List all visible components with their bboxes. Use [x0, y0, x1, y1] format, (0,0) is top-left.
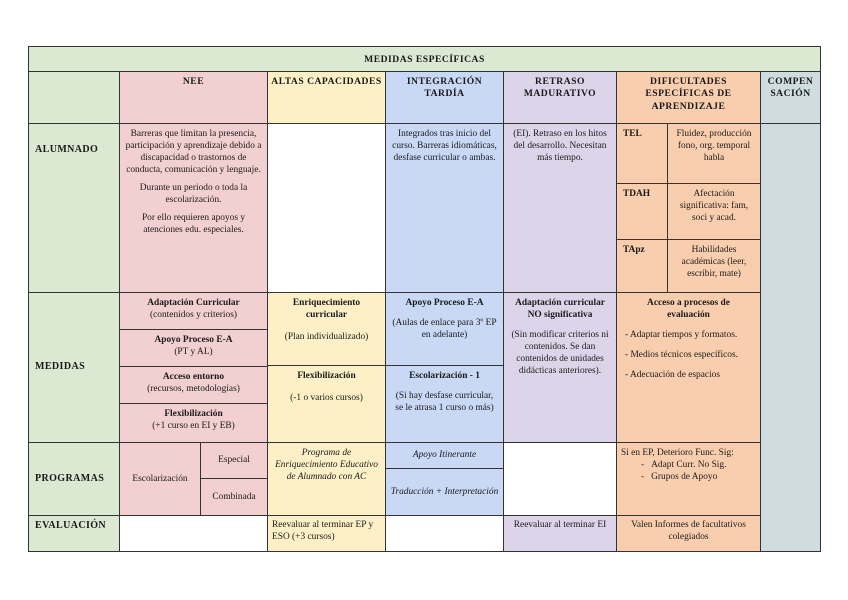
programa-especial: Especial — [200, 442, 268, 479]
medida-altas-2 — [267, 365, 386, 443]
row-header-evaluacion: EVALUACIÓN — [28, 515, 120, 552]
medida-altas-1 — [267, 292, 386, 366]
alumnado-nee-text-2: Durante un periodo o toda la escolarización. — [139, 183, 248, 206]
programa-dea-item-1-text: Adapt Curr. No Sig. — [651, 460, 727, 471]
programa-dea — [616, 442, 761, 516]
medida-integracion-2-sub: (Si hay desfase curricular, se le atrasa 1 curso o más) — [395, 391, 494, 414]
alumnado-integracion: Integrados tras inicio del curso. Barreras idiomáticas, desfase curricular o ambas. — [385, 123, 504, 293]
evaluacion-integracion — [385, 515, 504, 552]
alumnado-nee-text-3: Por ello requieren apoyos y atenciones edu. especiales. — [141, 213, 246, 236]
medida-retraso-sub: (Sin modificar criterios ni contenidos. Se dan contenidos de unidades didácticas anteriores). — [511, 330, 609, 377]
programa-escolarizacion: Escolarización — [119, 442, 201, 516]
medida-altas-2-title: Flexibilización — [297, 371, 356, 381]
row-header-medidas: MEDIDAS — [28, 292, 120, 443]
programa-retraso — [503, 442, 617, 516]
column-header-altas-capacidades: ALTAS CAPACIDADES — [267, 71, 386, 124]
alumnado-retraso: (EI). Retraso en los hitos del desarrollo. Necesitan más tiempo. — [503, 123, 617, 293]
medida-retraso-title: Adaptación curricular NO significativa — [515, 298, 605, 321]
medida-dea-item-3: - Adecuación de espacios — [625, 370, 721, 381]
dea-text-tdah: Afectación significativa: fam, soci y acad. — [667, 183, 761, 240]
alumnado-nee-text-1: Barreras que limitan la presencia, participación y aprendizaje debido a discapacidad o trastornos de conducta, comunicación y lenguaje. — [125, 129, 262, 176]
medida-altas-2-sub: (-1 o varios cursos) — [290, 393, 363, 404]
medida-altas-1-sub: (Plan individualizado) — [284, 332, 369, 343]
column-header-integracion-tardia: INTEGRACIÓN TARDÍA — [385, 71, 504, 124]
programa-dea-item-2: - Grupos de Apoyo — [641, 472, 718, 483]
programa-integracion-1: Apoyo Itinerante — [385, 442, 504, 469]
programa-dea-intro: Si en EP, Deterioro Func. Sig: — [621, 448, 734, 458]
dea-key-tel: TEL — [616, 123, 668, 184]
medida-dea-item-1: - Adaptar tiempos y formatos. — [625, 330, 738, 341]
evaluacion-retraso: Reevaluar al terminar EI — [503, 515, 617, 552]
medida-nee-3-sub: (recursos, metodologías) — [147, 384, 240, 395]
medida-nee-3 — [119, 366, 268, 404]
medida-nee-1 — [119, 292, 268, 330]
medida-altas-1-title: Enriquecimiento curricular — [292, 298, 361, 321]
row-header-alumnado: ALUMNADO — [28, 123, 120, 293]
programa-dea-item-1: - Adapt Curr. No Sig. — [641, 460, 727, 471]
compensacion-column — [760, 123, 821, 552]
medida-dea-item-2: - Medios técnicos específicos. — [625, 350, 738, 361]
medida-nee-2 — [119, 329, 268, 367]
column-header-compensacion: COMPEN SACIÓN — [760, 71, 821, 124]
medida-nee-2-title: Apoyo Proceso E-A — [154, 335, 233, 345]
medida-integracion-1 — [385, 292, 504, 366]
programa-combinada: Combinada — [200, 478, 268, 516]
evaluacion-nee — [119, 515, 268, 552]
medida-nee-4-title: Flexibilización — [164, 409, 223, 419]
measures-table — [28, 46, 821, 552]
dea-key-tapz: TApz — [616, 239, 668, 293]
alumnado-altas — [267, 123, 386, 293]
row-header-programas: PROGRAMAS — [28, 442, 120, 516]
medida-nee-4-sub: (+1 curso en EI y EB) — [152, 421, 235, 432]
table-title: MEDIDAS ESPECÍFICAS — [28, 46, 821, 72]
column-header-nee: NEE — [119, 71, 268, 124]
dea-key-tdah: TDAH — [616, 183, 668, 240]
medida-dea — [616, 292, 761, 443]
column-header-retraso-madurativo: RETRASO MADURATIVO — [503, 71, 617, 124]
medida-nee-1-sub: (contenidos y criterios) — [150, 310, 237, 321]
medida-integracion-1-sub: (Aulas de enlace para 3º EP en adelante) — [392, 318, 497, 341]
medida-nee-4 — [119, 403, 268, 443]
medida-nee-2-sub: (PT y AL) — [174, 347, 213, 358]
medida-nee-3-title: Acceso entorno — [162, 372, 225, 382]
medida-integracion-1-title: Apoyo Proceso E-A — [405, 298, 484, 308]
evaluacion-altas: Reevaluar al terminar EP y ESO (+3 cursos) — [267, 515, 386, 552]
programa-integracion-2: Traducción + Interpretación — [385, 468, 504, 516]
column-header-dificultades: DIFICULTADES ESPECÍFICAS DE APRENDIZAJE — [616, 71, 761, 124]
dea-text-tapz: Habilidades académicas (leer, escribir, mate) — [667, 239, 761, 293]
dea-text-tel: Fluidez, producción fono, org. temporal habla — [667, 123, 761, 184]
programa-dea-item-2-text: Grupos de Apoyo — [651, 472, 718, 483]
medida-integracion-2-title: Escolarización - 1 — [409, 371, 480, 381]
medida-dea-title: Acceso a procesos de evaluación — [647, 298, 730, 321]
alumnado-nee — [119, 123, 268, 293]
evaluacion-dea: Valen Informes de facultativos colegiados — [616, 515, 761, 552]
medida-nee-1-title: Adaptación Curricular — [147, 298, 240, 308]
corner-cell — [28, 71, 120, 124]
medida-integracion-2 — [385, 365, 504, 443]
medida-retraso — [503, 292, 617, 443]
programa-altas: Programa de Enriquecimiento Educativo de Alumnado con AC — [267, 442, 386, 516]
